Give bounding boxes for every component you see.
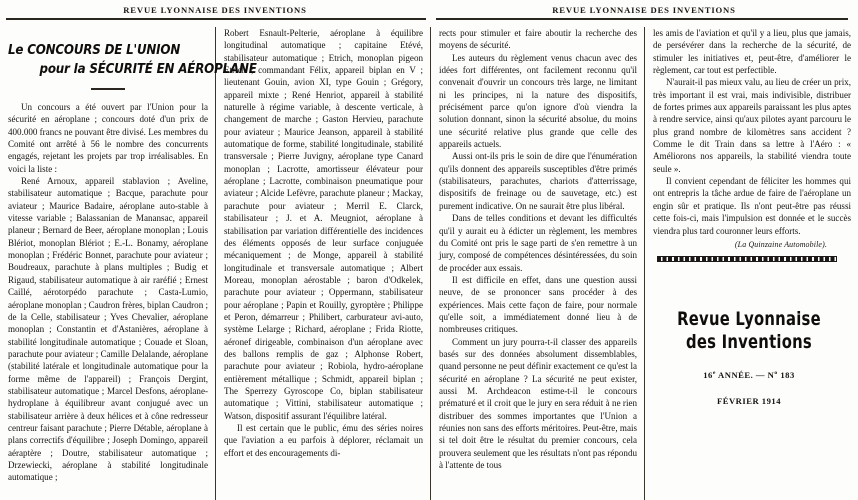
paragraph-col1-1: Un concours a été ouvert par l'Union pour la sécurité en aéroplane ; concours doté d'un prix de 400.000 francs ne pouvant être divisé. Les membres du Comité ont arrêté à 56 le nombre des concurrents engagés, rejetant les projets par trop irréalisables. En voici la liste :: [8, 102, 208, 174]
running-head-right: REVUE LYONNAISE DES INVENTIONS: [552, 5, 736, 15]
column-2: [215, 27, 430, 500]
source-credit: (La Quinzaine Automobile).: [734, 239, 827, 249]
article-title-line-1: Le CONCOURS DE L'UNION: [8, 43, 181, 58]
column-4: [644, 27, 858, 500]
article-title-line-2: pour la SÉCURITÉ EN AÉROPLANE: [39, 62, 257, 77]
header-rule-right: [436, 18, 848, 20]
paragraph-col3-4: Dans de telles conditions et devant les difficultés qu'il y aurait eu à édicter un règlement, les membres du Comité ont pris le sage parti de s'en remettre à un jury, composé de compétences désintéressées, du soin de procéder aux essais.: [439, 213, 637, 273]
paragraph-col4-1: les amis de l'aviation et qu'il y a lieu, plus que jamais, de persévérer dans la recherche de la sécurité, de stimuler les initiatives et, peut-être, d'améliorer le règlement, car tout est perfectible.: [653, 28, 851, 76]
paragraph-col3-1: rects pour stimuler et faire aboutir la recherche des moyens de sécurité.: [439, 28, 637, 51]
masthead-title-line-1: Revue Lyonnaise: [677, 307, 821, 330]
paragraph-col3-5: Il est difficile en effet, dans une question aussi neuve, de se prononcer sans procéder à des expériences. Mais cette façon de faire, pour normale qu'elle soit, a immédiatement donné lieu à de nombreuses critiques.: [439, 274, 637, 335]
paragraph-col2-2: Il est certain que le public, ému des séries noires que l'aviation a eu parfois à déplorer, réclamait un effort et des encouragements di-: [224, 423, 423, 458]
paragraph-col4-3: Il convient cependant de féliciter les hommes qui ont entrepris la tâche ardue de faire de l'aéroplane un engin sûr et pratique. Ils n'ont peut-être pas réussi cette fois-ci, mais l'impulsion est donnée et le succès viendra plus tard couronner leurs efforts.: [653, 176, 851, 236]
masthead-issue-line: 16e ANNÉE. — $N^o$ 183: [703, 369, 795, 380]
paragraph-col1-2: René Arnoux, appareil stablavion ; Aveline, stabilisateur automatique ; Bacque, parachute pour aviateur ; Maurice Badaire, aéroplane auto-stable à vitesse variable ; Balassanian de Manansac, appareil planeur ; Bernard de Beer, aéroplane monoplan ; Louis Blériot, monoplan Blériot ; E.-L. Bonamy, aéroplane monoplan ; Frédéric Bonnet, parachute pour aviateur ; Boudreaux, parachute à plans multiples ; Budig et Rigaud, stabilisateur automatique à air raréfié ; Ernest Caillé, aérotorpédo parachute ; Casta-Lumio, aéroplane monoplan ; Caudron frères, biplan Caudron ; de la Celle, stabilisateur ; Yves Chevalier, aéroplane monoplan ; Constantin et d'Astanières, aéroplane à stabilité longitudinale automatique ; Couade et Sloan, parachute pour aviateur ; Camille Delalande, aéroplane (stabilité latérale et longitudinale automatique pour la forme même de l'appareil) ; François Dergint, stabilisateur automatique ; Marcel Desfons, aéroplane-hydroplane à équilibreur avant conjugué avec un stabilisateur arrière à deux hélices et à cône redresseur centreur faisant parachute ; Pierre Détable, aéroplane à plans correctifs d'équilibre ; Joseph Domingo, appareil aéraptère ; Doutre, stabilisateur automatique ; Drzewiecki, aéroplane à stabilité longitudinale automatique ;: [8, 176, 208, 483]
masthead-title-line-2: des Inventions: [686, 330, 812, 353]
paragraph-col3-3: Aussi ont-ils pris le soin de dire que l'énumération qu'ils donnent des appareils susceptibles d'être primés (stabilisateurs, parachutes, chariots d'atterrissage, dispositifs de freinage ou de sauvetage, etc.) est purement indicative. On ne saurait être plus libéral.: [439, 151, 637, 211]
paragraph-col2-1: Robert Esnault-Pelterie, aéroplane à équilibre longitudinal automatique ; capitaine Etévé, stabilisateur automatique ; Etrich, monoplan pigeon Etrich ; commandant Félix, appareil biplan en V ; lieutenant Gouin, avion XI, type Gouin ; Grégory, appareil mixte ; René Henriot, appareil à stabilité naturelle à régime variable, à descente verticale, à changement de marche ; Gaston Hervieu, parachute pour aviateur ; Maurice Jeanson, appareil à stabilité automatique de forme, stabilité longitudinale, stabilité transversale ; Pierre Juvigny, aéroplane type Canard monoplan ; Lacrotte, amortisseur élévateur pour aéroplane ; Lacrotte, combinaison pneumatique pour aviateur ; Alcide Lefèvre, parachute planeur ; Mackay, parachute pour aviateur ; Merril E. Clarck, stabilisateur ; J. et A. Meugniot, aéroplane à stabilisation par variation différentielle des incidences des éléments opposés de leur surface conjuguée mécaniquement ; de Monge, appareil à stabilité longitudinale et transversale automatique ; Albert Moreau, monoplan aérostable ; baron d'Odkelek, parachute pour aviateur ; Oppermann, stabilisateur pour aéroplane ; Papin et Rouilly, gyroptère ; Philippe et Peron, démarreur ; Philibert, carburateur avi-auto, système Lelarge ; Richard, aéroplane ; Frida Riotte, aéronef dirigeable, combinaison d'un aéroplane avec des ballons remplis de gaz ; Alphonse Robert, parachute pour aviateur ; Robiola, hydro-aéroplane entièrement métallique ; Schmidt, appareil biplan ; The Sperrezy Gyroscope Co, biplan stabilisateur automatique ; Vittini, stabilisateur automatique ; Watson, dispositif assurant l'équilibre latéral.: [224, 28, 423, 421]
columns-left: [0, 27, 430, 500]
header-rule-left: [6, 18, 426, 20]
paragraph-col3-6: Comment un jury pourra-t-il classer des appareils basés sur des données absolument dissemblables, quand personne ne peut définir exactement ce qu'est la sécurité en aéroplane ? La sécurité ne peut exister, aussi M. Archdeacon estime-t-il le concours prématuré et il croit que le jury en sera réduit à ne rien distribuer des sommes importantes que l'Union a réunies non sans des efforts méritoires. Peut-être, mais si tel doit être le résultat du premier concours, cela prouvera seulement que les résultats n'ont pas répondu à l'attente de tous: [439, 336, 637, 471]
column-3: [430, 27, 644, 500]
paragraph-col3-2: Les auteurs du règlement venus chacun avec des idées fort différentes, ont facilement reconnu qu'il convenait d'ouvrir un concours très large, ne limitant ni les principes, ni la nature des dispositifs, précisément parce qu'on ignore d'où viendra la solution donnant, sinon la sécurité absolue, du moins une sécurité relative plus grande que celle des appareils actuels.: [439, 52, 637, 150]
article-end-rule: [657, 256, 837, 262]
paragraph-col4-2: N'aurait-il pas mieux valu, au lieu de créer un prix, très important il est vrai, mais indivisible, distribuer de fortes primes aux appareils paraissant les plus aptes à rendre service, ainsi qu'aux pilotes ayant parcouru le plus grand nombre de kilomètres sans accident ? Comme le dit Train dans sa lettre à l'Aéro : « Améliorons nos appareils, la stabilité viendra toute seule ».: [653, 77, 851, 174]
columns-right: [430, 27, 858, 500]
title-divider-rule: [91, 88, 125, 90]
masthead-date-line: FÉVRIER 1914: [716, 395, 781, 406]
column-1: [0, 27, 257, 500]
masthead-block: [653, 308, 851, 408]
page-right-half: [430, 0, 858, 500]
running-head-left: REVUE LYONNAISE DES INVENTIONS: [123, 5, 307, 15]
